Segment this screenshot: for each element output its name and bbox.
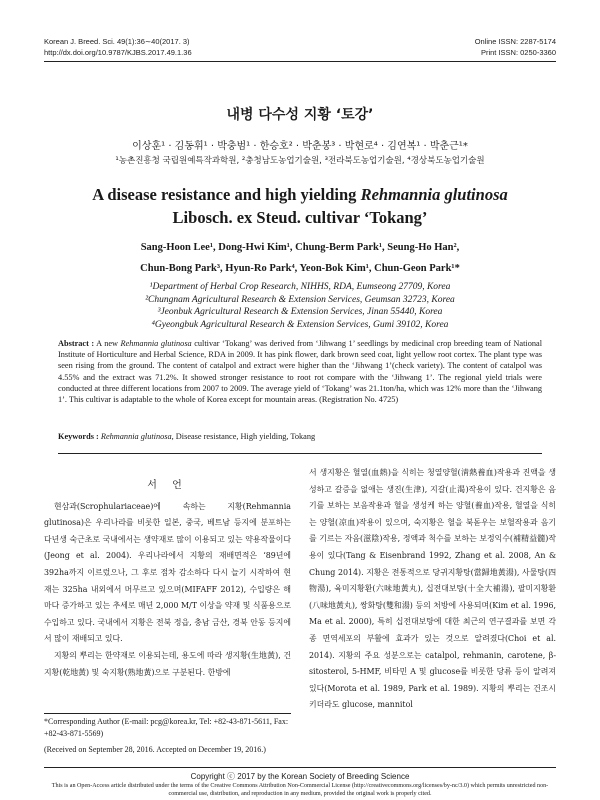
received-dates: (Received on September 28, 2016. Accepted on December 19, 2016.) bbox=[44, 745, 266, 754]
intro-paragraph-1: 현삼과(Scrophulariaceae)에 속하는 지황(Rehmannia glutinosa)은 우리나라를 비롯한 일본, 중국, 베트남 등지에 분포하는 다년생 숙근초로 국내에서는 생약재로 많이 이용되고 있는 약용작물이다(Jeong et al. 2004). 우리나라에서 지황의 재배면적은 ‘89년에 392ha까지 이르렀으나, 그 후로 점차 감소하다 다시 늘기 시작하여 현재는 325ha 내외에서 머무르고 있으며(MIFAFF 2012), 수입량은 해마다 증가하고 있는 추세로 매년 2,000 M/T 이상을 약재 및 식품용으로 수입하고 있다. 국내에서 지황은 전북 정읍, 충남 금산, 경북 안동 등지에서 많이 재배되고 있다. bbox=[44, 501, 291, 644]
abstract-text: cultivar ‘Tokang’ was derived from ‘Jihwang 1’ seedlings by medicinal crop breeding team of National Institute of Horticulture and Herbal Science, RDA in 2009. It has pink flower, dark brown seed coat, light yellow root cortex. The plant type was seen rising from the ground. The content of catalpol and extract were higher than the ‘Jihwang 1’(check variety). The content of catalpol was 4.55% and the extract was 71.2%. It showed stronger resistance to root rot compare with the ‘Jihwang 1’. The regional yield trials were conducted at three different locations from 2007 to 2009. The average yield of ‘Tokang’ was 21.1ton/ha, which was 12% more than the ‘Jihwang 1’. This cultivar is adaptable to the whole of Korea except for mountain areas. (Registration No. 4725) bbox=[58, 339, 542, 405]
affiliation-4: ⁴Gyeongbuk Agricultural Research & Extension Services, Gumi 39102, Korea bbox=[151, 319, 449, 330]
korean-title: 내병 다수성 지황 ‘토강’ bbox=[226, 107, 374, 123]
intro-paragraph-2: 지황의 뿌리는 한약재로 이용되는데, 용도에 따라 생지황(生地黃), 건지황(乾地黃) 및 숙지황(熟地黃)으로 구분된다. 한방에 bbox=[44, 650, 291, 677]
copyright-notice: Copyright ⓒ 2017 by the Korean Society of Breeding Science bbox=[190, 772, 410, 781]
abstract-rule bbox=[58, 453, 542, 454]
journal-citation bbox=[44, 36, 192, 58]
english-authors bbox=[0, 237, 600, 279]
english-authors-line1: Sang-Hoon Lee¹, Dong-Hwi Kim¹, Chung-Berm Park¹, Seung-Ho Han², bbox=[140, 242, 460, 253]
affiliation-1: ¹Department of Herbal Crop Research, NIHHS, RDA, Eumseong 27709, Korea bbox=[149, 282, 451, 292]
intro-paragraph-continued: 서 생지황은 혈열(血熱)을 식히는 청열양혈(淸熱養血)작용과 진액을 생성하고 갈증을 없애는 생진(生津), 지갈(止渴)작용이 있다. 건지황은 음기를 보하는 보음작용과 혈을 생성케 하는 양혈(養血)작용, 혈열을 식히는 양혈(凉血)작용이 있으며, 숙지황은 혈을 북돋우는 보혈작용과 음기를 기르는 자음(滋陰)작용, 정액과 척수를 보하는 보정익수(補精益髓)작용이 있다(Tang & Eisenbrand 1992, Zhang et al. 2008, An & Chung 2014). 지황은 전통적으로 당귀지황탕(當歸地黃湯), 사물탕(四物湯), 육미지황환(六味地黃丸), 십전대보탕(十全大補湯), 팔미지황환(八味地黃丸), 쌍화탕(雙和湯) 등의 처방에 사용되며(Kim et al. 1996, Ma et al. 2000), 특히 십전대보탕에 대한 최근의 연구결과를 보면 각종 면역세포의 부활에 효과가 있는 것으로 알려졌다(Choi et al. 2014). 지황의 주요 성분으로는 catalpol, rehmanin, carotene, β-sitosterol, 5-HMF, 비타민 A 및 glucose를 비롯한 당류 등이 알려져 있다(Morota et al. 1989, Park et al. 1989). 지황의 뿌리는 건조시키더라도 glucose, mannitol bbox=[309, 468, 556, 710]
doi-link[interactable]: http://dx.doi.org/10.9787/KJBS.2017.49.1.36 bbox=[44, 48, 192, 57]
body-column-left bbox=[44, 478, 291, 681]
english-title-species: Rehmannia glutinosa bbox=[360, 185, 508, 204]
english-title bbox=[0, 183, 600, 229]
abstract-text-intro: A new bbox=[94, 339, 121, 348]
abstract-label: Abstract : bbox=[58, 339, 95, 348]
issn-block bbox=[475, 36, 556, 58]
keywords-species: Rehmannia glutinosa bbox=[100, 432, 172, 441]
korean-authors: 이상훈¹ · 김동휘¹ · 박충범¹ · 한승호² · 박춘봉³ · 박현로⁴ · 김연복¹ · 박춘근¹* bbox=[132, 141, 468, 152]
english-authors-line2: Chun-Bong Park³, Hyun-Ro Park⁴, Yeon-Bok Kim¹, Chun-Geon Park¹* bbox=[140, 263, 460, 274]
footnote-rule bbox=[44, 713, 291, 714]
keywords bbox=[58, 432, 542, 441]
english-title-line2: Libosch. ex Steud. cultivar ‘Tokang’ bbox=[172, 208, 428, 227]
online-issn: Online ISSN: 2287-5174 bbox=[474, 37, 556, 46]
body-column-right bbox=[309, 465, 556, 714]
abstract bbox=[58, 338, 542, 405]
korean-affiliations: ¹농촌진흥청 국립원예특작과학원, ²충청남도농업기술원, ³전라북도농업기술원, ⁴경상북도농업기술원 bbox=[115, 156, 485, 166]
english-title-prefix: A disease resistance and high yielding bbox=[92, 185, 361, 204]
abstract-species: Rehmannia glutinosa bbox=[120, 339, 192, 348]
footer-rule bbox=[44, 767, 556, 768]
affiliation-2: ²Chungnam Agricultural Research & Extension Services, Geumsan 32723, Korea bbox=[145, 294, 455, 305]
english-affiliations bbox=[0, 281, 600, 331]
keywords-list: , Disease resistance, High yielding, Tokang bbox=[171, 432, 316, 441]
journal-volume-line: Korean J. Breed. Sci. 49(1):36∼40(2017. 3) bbox=[44, 37, 190, 46]
header-rule bbox=[44, 61, 556, 62]
affiliation-3: ³Jeonbuk Agricultural Research & Extension Services, Jinan 55440, Korea bbox=[157, 307, 443, 317]
print-issn: Print ISSN: 0250-3360 bbox=[480, 48, 556, 57]
keywords-label: Keywords : bbox=[58, 432, 99, 441]
section-heading-introduction: 서 언 bbox=[147, 480, 188, 491]
license-notice: This is an Open-Access article distributed under the terms of the Creative Commons Attribution Non-Commercial License (http://creativecommons.org/licenses/by-nc/3.0) which permits unrestricted non-commercial use, distribution, and reproduction in any medium, provided the original work is properly cited. bbox=[51, 783, 549, 797]
corresponding-author: *Corresponding Author (E-mail: pcg@korea.kr, Tel: +82-43-871-5611, Fax: +82-43-871-5569) bbox=[44, 717, 289, 738]
